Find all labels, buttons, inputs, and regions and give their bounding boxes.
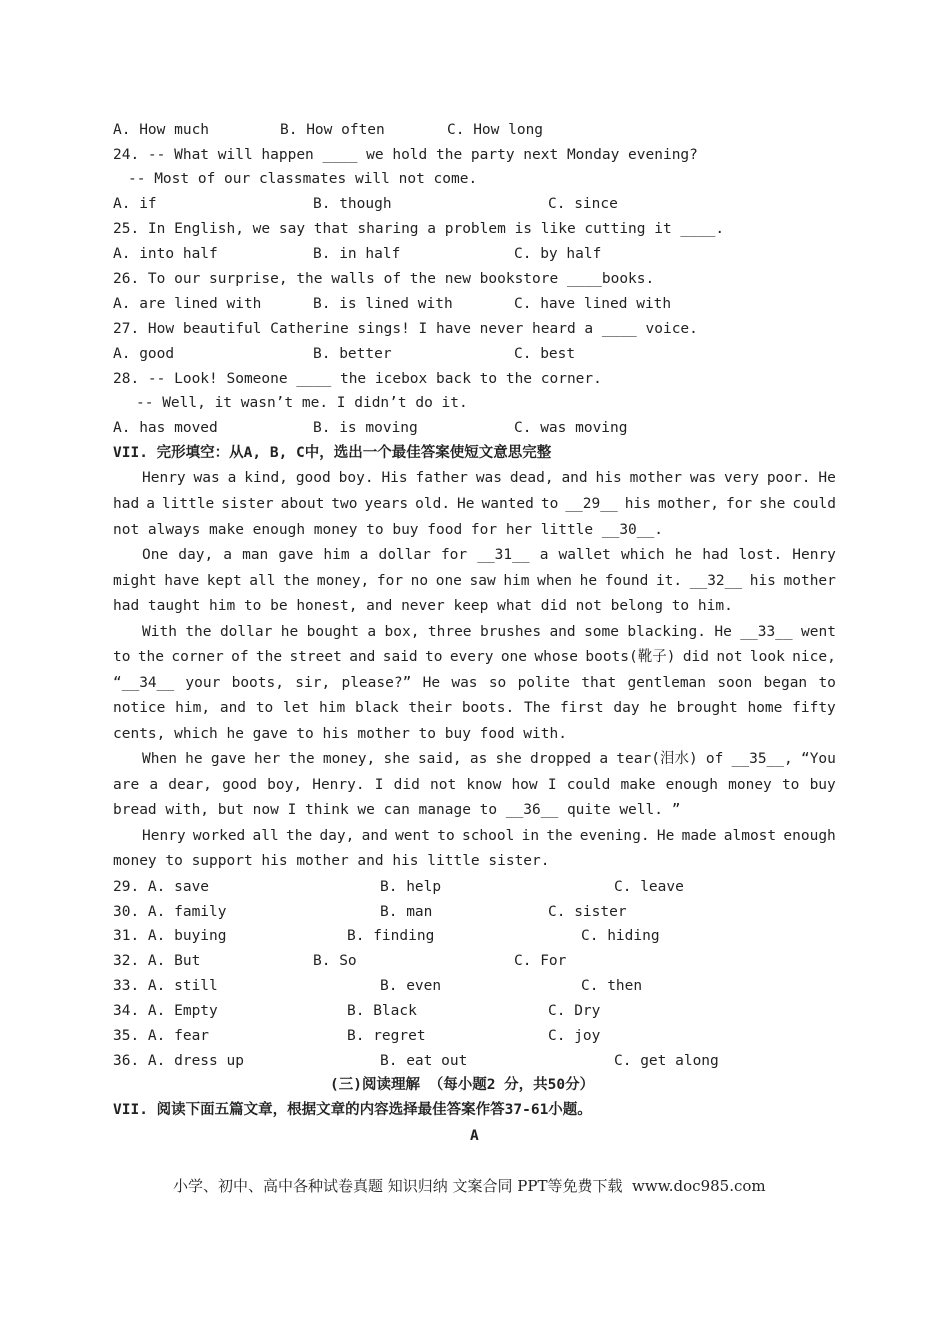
passage-word: day <box>613 700 640 716</box>
passage-word: he <box>649 700 667 716</box>
passage-word: The <box>523 700 551 716</box>
passage-word: he <box>185 751 203 767</box>
passage-line <box>113 724 836 744</box>
q25-option-c: C. by half <box>514 246 602 262</box>
passage-word: had <box>702 547 729 563</box>
passage-word: look <box>749 649 785 665</box>
passage-word: had <box>113 496 140 512</box>
q27-question: 27. How beautiful Catherine sings! I have never heard a ____ voice. <box>113 321 698 337</box>
passage-word: whose <box>534 649 579 665</box>
passage-word: a <box>359 547 369 563</box>
passage-word: years <box>364 496 409 512</box>
passage-word: she <box>759 496 786 512</box>
passage-word: day, <box>319 828 355 844</box>
passage-line <box>113 647 836 667</box>
cloze-option: 29. A. save <box>113 879 210 895</box>
cloze-option: 36. A. dress up <box>113 1053 244 1069</box>
passage-word: the <box>137 649 165 665</box>
passage-word: your <box>185 675 221 691</box>
passage-word: to <box>540 496 559 512</box>
passage-word: went <box>395 828 430 844</box>
passage-word: He <box>656 828 675 844</box>
passage-word: was <box>475 470 503 486</box>
passage-word: a <box>149 777 159 793</box>
passage-word: almost <box>723 828 777 844</box>
q28-option-b: B. is moving <box>313 420 418 436</box>
passage-word: __29__ <box>565 496 618 512</box>
passage-word: and <box>561 470 588 486</box>
passage-word: could <box>566 777 611 793</box>
cloze-option: 34. A. Empty <box>113 1003 218 1019</box>
q28-question: 28. -- Look! Someone ____ the icebox back to the corner. <box>113 371 602 387</box>
passage-word: said <box>382 649 418 665</box>
passage-word: boots. <box>461 700 515 716</box>
passage-word: how <box>511 777 538 793</box>
passage-word: their <box>408 700 453 716</box>
passage-word: Henry <box>142 470 186 486</box>
passage-word: home <box>747 700 783 716</box>
passage-word: black <box>354 700 399 716</box>
passage-word: school <box>461 828 515 844</box>
passage-word: worked <box>192 828 246 844</box>
passage-word: the <box>185 624 212 640</box>
passage-word: of <box>231 649 249 665</box>
passage-word: He <box>818 470 836 486</box>
passage-word: a <box>367 624 377 640</box>
passage-word: man <box>242 547 269 563</box>
passage-word: He <box>457 496 475 512</box>
q24-option-a: A. if <box>113 196 157 212</box>
passage-word: for <box>376 573 404 589</box>
passage-word: He <box>422 675 441 691</box>
q24-option-b: B. though <box>313 196 392 212</box>
passage-word: no <box>410 573 429 589</box>
passage-word: dollar <box>378 547 431 563</box>
passage-word: fifty <box>792 700 836 716</box>
passage-line <box>113 775 836 795</box>
passage-word: I <box>547 777 557 793</box>
passage-word: to <box>255 700 274 716</box>
passage-word: box, <box>384 624 420 640</box>
passage-word: dropped <box>529 751 592 767</box>
passage-word: money <box>728 777 772 793</box>
passage-word: his <box>595 470 622 486</box>
passage-word: it. <box>655 573 683 589</box>
passage-word: all <box>252 828 279 844</box>
passage-word: to <box>818 675 836 691</box>
passage-word: brushes <box>479 624 542 640</box>
cloze-option: B. man <box>380 904 433 920</box>
passage-word: two <box>331 496 358 512</box>
passage-word: evening. <box>579 828 650 844</box>
passage-word: know <box>466 777 502 793</box>
passage-word: for <box>440 547 468 563</box>
passage-word: saw <box>469 573 496 589</box>
passage-word: made <box>681 828 717 844</box>
passage-word: poor. <box>766 470 811 486</box>
passage-word: first <box>559 700 604 716</box>
passage-word: little <box>161 496 215 512</box>
passage-word: as <box>469 751 488 767</box>
passage-word: mother <box>629 470 683 486</box>
cloze-option: 35. A. fear <box>113 1028 210 1044</box>
passage-word: one <box>435 573 462 589</box>
passage-word: corner <box>171 649 224 665</box>
q27-option-b: B. better <box>313 346 392 362</box>
cloze-option: 30. A. family <box>113 904 227 920</box>
q25-option-b: B. in half <box>313 246 401 262</box>
passage-word: let <box>283 700 310 716</box>
passage-word: lost. <box>738 547 783 563</box>
passage-word: boots, <box>231 675 284 691</box>
passage-word: he <box>280 624 299 640</box>
passage-word: to <box>425 649 443 665</box>
passage-word: His <box>381 470 408 486</box>
passage-word: boy, <box>267 777 303 793</box>
passage-word: did <box>682 649 710 665</box>
passage-word: to <box>781 777 800 793</box>
passage-word: not <box>430 777 457 793</box>
cloze-option: C. get along <box>614 1053 719 1069</box>
passage-word: have <box>164 573 200 589</box>
reading-instructions: VII. 阅读下面五篇文章，根据文章的内容选择最佳答案作答37-61小题。 <box>113 1102 592 1118</box>
passage-word: all <box>249 573 276 589</box>
passage-word: please?” <box>341 675 412 691</box>
passage-word: one <box>500 649 528 665</box>
passage-word: day, <box>178 547 214 563</box>
passage-word: mother, <box>657 496 719 512</box>
passage-word: father <box>415 470 468 486</box>
passage-word: her <box>254 751 281 767</box>
part-heading-reading: (三)阅读理解 （每小题2 分，共50分） <box>330 1077 595 1093</box>
passage-line <box>113 698 836 718</box>
passage-word: and <box>219 700 247 716</box>
passage-word: He <box>714 624 732 640</box>
cloze-option: C. leave <box>614 879 684 895</box>
passage-word: kept <box>206 573 242 589</box>
passage-word: a <box>227 470 237 486</box>
passage-word: him <box>319 700 346 716</box>
cloze-option: B. Black <box>347 1003 417 1019</box>
passage-word: went <box>801 624 836 640</box>
passage-word: good <box>295 470 331 486</box>
passage-word: __31__ <box>477 547 530 563</box>
passage-word: money to support his mother and his little sister. <box>113 853 550 869</box>
q26-option-c: C. have lined with <box>514 296 672 312</box>
passage-word: three <box>427 624 472 640</box>
cloze-option: 31. A. buying <box>113 928 227 944</box>
passage-word: that <box>581 675 617 691</box>
passage-word: which <box>620 547 665 563</box>
passage-line <box>113 596 836 616</box>
q26-option-b: B. is lined with <box>313 296 453 312</box>
q27-option-c: C. best <box>514 346 576 362</box>
q23-option-c: C. How long <box>447 122 544 138</box>
passage-word: was <box>451 675 478 691</box>
passage-word: him <box>323 547 350 563</box>
q28-option-c: C. was moving <box>514 420 628 436</box>
passage-word: so <box>488 675 507 691</box>
passage-word: make <box>620 777 656 793</box>
q26-option-a: A. are lined with <box>113 296 262 312</box>
passage-word: “You <box>800 751 836 767</box>
passage-word: about <box>280 496 325 512</box>
cloze-option: B. even <box>380 978 442 994</box>
passage-word: and <box>549 624 576 640</box>
passage-word: did <box>393 777 420 793</box>
q24-option-c: C. since <box>548 196 618 212</box>
q28-answer-line: -- Well, it wasn’t me. I didn’t do it. <box>136 395 468 411</box>
passage-word: buy <box>809 777 836 793</box>
passage-word: nice, <box>792 649 836 665</box>
cloze-option: C. For <box>514 953 567 969</box>
q27-option-a: A. good <box>113 346 175 362</box>
passage-word: found <box>604 573 649 589</box>
passage-line <box>113 673 836 693</box>
cloze-option: C. hiding <box>581 928 660 944</box>
passage-word: mother <box>783 573 836 589</box>
passage-word: was <box>193 470 220 486</box>
passage-word: kind, <box>244 470 288 486</box>
passage-word: a <box>539 547 549 563</box>
cloze-option: B. So <box>313 953 357 969</box>
cloze-option: B. eat out <box>380 1053 468 1069</box>
passage-word: not always make enough money to buy food for her little __30__. <box>113 522 663 538</box>
q25-question: 25. In English, we say that sharing a problem is like cutting it ____. <box>113 221 725 237</box>
passage-line <box>142 468 836 488</box>
passage-word: a <box>599 751 609 767</box>
passage-word: money, <box>322 751 376 767</box>
q28-option-a: A. has moved <box>113 420 218 436</box>
passage-word: wanted <box>481 496 534 512</box>
passage-word: boots(靴子) <box>585 649 676 665</box>
passage-word: __33__ <box>740 624 793 640</box>
passage-word: his <box>624 496 651 512</box>
section-heading-cloze: VII. 完形填空：从A, B, C中，选出一个最佳答案使短文意思完整 <box>113 445 552 461</box>
passage-word: street <box>289 649 342 665</box>
cloze-option: C. joy <box>548 1028 601 1044</box>
cloze-option: C. sister <box>548 904 627 920</box>
passage-word: for <box>725 496 753 512</box>
passage-word: could <box>792 496 836 512</box>
passage-word: __32__ <box>689 573 743 589</box>
passage-word: him, <box>175 700 211 716</box>
passage-line <box>113 800 836 820</box>
passage-word: gentleman <box>627 675 707 691</box>
passage-word: the <box>286 828 313 844</box>
passage-word: began <box>763 675 808 691</box>
passage-word: to <box>437 828 455 844</box>
passage-word: notice <box>113 700 166 716</box>
passage-word: his <box>749 573 776 589</box>
passage-word: she <box>383 751 410 767</box>
passage-word: the <box>546 828 573 844</box>
passage-word: the <box>283 573 310 589</box>
passage-word: when <box>537 573 573 589</box>
passage-word: gave <box>278 547 314 563</box>
passage-word: enough <box>665 777 718 793</box>
passage-word: dollar <box>219 624 273 640</box>
cloze-option: C. then <box>581 978 643 994</box>
passage-line <box>142 826 836 846</box>
passage-word: he <box>674 547 693 563</box>
passage-word: in <box>521 828 540 844</box>
passage-word: the <box>255 649 283 665</box>
passage-word: said, <box>417 751 462 767</box>
passage-label: A <box>470 1128 479 1144</box>
passage-word: Henry <box>792 547 836 563</box>
passage-word: of <box>705 751 724 767</box>
passage-line <box>113 851 836 871</box>
passage-word: to <box>113 649 131 665</box>
q23-option-b: B. How often <box>280 122 385 138</box>
passage-word: she <box>495 751 522 767</box>
q25-option-a: A. into half <box>113 246 218 262</box>
cloze-option: B. regret <box>347 1028 426 1044</box>
passage-word: brought <box>676 700 738 716</box>
passage-word: sister <box>221 496 274 512</box>
passage-word: not <box>716 649 743 665</box>
passage-line <box>113 571 836 591</box>
passage-word: money, <box>316 573 370 589</box>
passage-word: Henry. <box>312 777 365 793</box>
passage-word: With <box>142 624 177 640</box>
passage-line <box>113 520 836 540</box>
passage-word: soon <box>717 675 753 691</box>
footer-text: 小学、初中、高中各种试卷真题 知识归纳 文案合同 PPT等免费下载 www.doc985.com <box>173 1177 766 1195</box>
q24-answer-line: -- Most of our classmates will not come. <box>128 171 478 187</box>
cloze-option: B. finding <box>347 928 435 944</box>
cloze-option: B. help <box>380 879 442 895</box>
passage-word: dead, <box>509 470 554 486</box>
passage-word: wallet <box>558 547 611 563</box>
passage-word: old. <box>415 496 451 512</box>
passage-word: blacking. <box>627 624 706 640</box>
passage-word: and <box>361 828 388 844</box>
passage-word: When <box>142 751 177 767</box>
passage-word: very <box>724 470 759 486</box>
passage-word: dear, <box>168 777 212 793</box>
passage-word: enough <box>783 828 836 844</box>
passage-word: Henry <box>142 828 186 844</box>
passage-word: I <box>374 777 384 793</box>
passage-word: him <box>503 573 530 589</box>
passage-word: a <box>146 496 155 512</box>
passage-word: the <box>288 751 315 767</box>
cloze-option: C. Dry <box>548 1003 601 1019</box>
passage-line <box>142 749 836 769</box>
passage-word: and <box>349 649 376 665</box>
passage-word: are <box>113 777 140 793</box>
passage-word: One <box>142 547 169 563</box>
passage-word: he <box>579 573 598 589</box>
passage-word: might <box>113 573 157 589</box>
passage-word: was <box>689 470 717 486</box>
passage-word: __35__, <box>731 751 793 767</box>
q26-question: 26. To our surprise, the walls of the new bookstore ____books. <box>113 271 655 287</box>
passage-word: bought <box>306 624 359 640</box>
q24-question: 24. -- What will happen ____ we hold the party next Monday evening? <box>113 147 698 163</box>
cloze-option: 33. A. still <box>113 978 218 994</box>
passage-word: cents, which he gave to his mother to buy food with. <box>113 726 567 742</box>
passage-word: boy. <box>338 470 374 486</box>
passage-word: bread with, but now I think we can manage to __36__ quite well. ” <box>113 802 681 818</box>
passage-word: “__34__ <box>113 675 175 691</box>
passage-word: polite <box>517 675 570 691</box>
passage-line <box>142 545 836 565</box>
passage-word: sir, <box>295 675 331 691</box>
q23-option-a: A. How much <box>113 122 210 138</box>
passage-word: some <box>584 624 619 640</box>
cloze-option: 32. A. But <box>113 953 201 969</box>
passage-line <box>142 622 836 642</box>
passage-word: tear(泪水) <box>616 751 698 767</box>
passage-word: good <box>222 777 257 793</box>
passage-word: every <box>449 649 494 665</box>
passage-word: gave <box>210 751 246 767</box>
passage-word: a <box>223 547 233 563</box>
passage-word: had taught him to be honest, and never keep what did not belong to him. <box>113 598 733 614</box>
passage-line <box>113 494 836 514</box>
